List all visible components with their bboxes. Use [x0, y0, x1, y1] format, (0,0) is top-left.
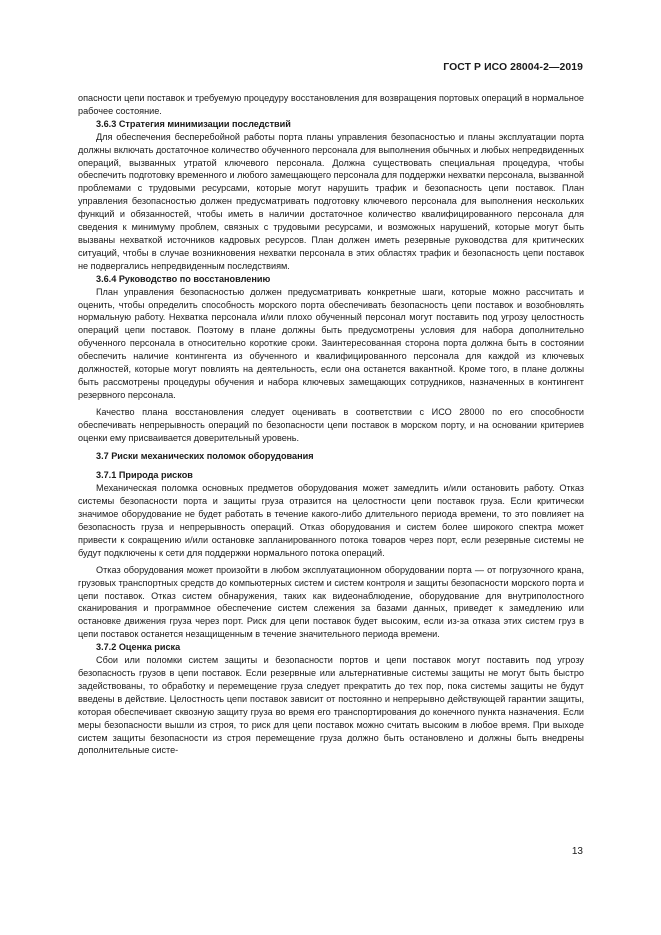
subsection-heading-3-6-3: 3.6.3 Стратегия минимизации последствий — [96, 118, 291, 129]
document-body — [78, 92, 584, 757]
paragraph: опасности цепи поставок и требуемую процедуру восстановления для возвращения портовых операций в нормальное рабочее состояние. — [78, 93, 584, 116]
subsection-heading-3-7-2: 3.7.2 Оценка риска — [96, 642, 181, 653]
page-number: 13 — [571, 846, 583, 857]
paragraph: План управления безопасностью должен предусматривать конкретные шаги, которые можно рассчитать и оценить, чтобы определить способность морского порта обеспечивать безопасность цепи поставок и возобновлять нормальную работу. Нехватка персонала и/или плохо обученный персонал могут поставить под угрозу целостность операций цепи поставок. Поэтому в плане должны быть предусмотрены условия для набора дополнительно обученного персонала в относительно короткие сроки. Заинтересованная сторона порта должна быть в состоянии обеспечить наличие контингента из обученного и квалифицированного персонала для каждой из ключевых должностей, которые могут повлиять на деятельность, если она останется вакантной. Кроме того, в плане должны быть рассмотрены процедуры обучения и набора ключевых замещающих сотрудников, назначенных в контингент резервного персонала. — [78, 286, 584, 400]
subsection-heading-3-6-4: 3.6.4 Руководство по восстановлению — [96, 273, 271, 284]
document-header-id: ГОСТ Р ИСО 28004-2—2019 — [443, 62, 583, 73]
paragraph: Для обеспечения бесперебойной работы порта планы управления безопасностью и планы эксплуатации порта должны включать достаточное количество обученного персонала для выполнения обычных и любых непредвиденных операций, вызванных утратой ключевого персонала. Должна существовать специальная процедура, чтобы обеспечить подготовку временного и любого замещающего персонала для поддержки нехватки персонала, вызванной проблемами с трудовыми ресурсами, которые могут нарушить трафик и безопасность цепи поставок. План управления безопасностью должен предусматривать подготовку ключевого персонала для выполнения нескольких функций и обязанностей, чтобы иметь в наличии достаточное количество квалифицированного персонала для сведения к минимуму проблем, связных с трудовыми ресурсами, и возможных нарушений, которые могут быть вызваны нехваткой источников кадровых ресурсов. План должен иметь резервные руководства для критических ситуаций, чтобы в случае возникновения нехватки персонала в этих областях трафик и безопасность цепи поставок не подвергались непредвиденным последствиям. — [78, 131, 584, 271]
section-heading-3-7: 3.7 Риски механических поломок оборудования — [96, 451, 314, 462]
paragraph: Сбои или поломки систем защиты и безопасности портов и цепи поставок могут поставить под угрозу безопасность грузов в цепи поставок. Если резервные или альтернативные системы защиты не могут быть быстро задействованы, то обработку и перемещение груза следует прекратить до тех пор, пока системы защиты не будут введены в действие. Целостность цепи поставок зависит от постоянно и непрерывно действующей гарантии защиты, которая обеспечивает сквозную защиту груза во время его транспортирования до конечного пункта назначения. Если меры безопасности вышли из строя, то риск для цепи поставок можно считать высоким в любое время. При выходе систем защиты безопасности из строя перемещение груза должно быть остановлено и должны быть внедрены дополнительные систе- — [78, 655, 584, 756]
subsection-heading-3-7-1: 3.7.1 Природа рисков — [96, 470, 193, 481]
paragraph: Качество плана восстановления следует оценивать в соответствии с ИСО 28000 по его способности обеспечивать непрерывность операций по безопасности цепи поставок в морском порту, и на основании критериев оценки ему присваивается доверительный уровень. — [78, 406, 584, 443]
paragraph: Механическая поломка основных предметов оборудования может замедлить и/или остановить работу. Отказ системы безопасности порта и защиты груза отразится на целостности цепи поставок груза. Если критически значимое оборудование не будет работать в течение какого-либо длительного периода времени, то это повлияет на безопасность груза и непрерывность операций. Отказ оборудования и систем более широкого спектра может привести к сокращению и/или остановке запланированного потока товаров через порт, если резервные системы не будут подключены к сети для поддержки нормального потока операций. — [78, 483, 584, 558]
paragraph: Отказ оборудования может произойти в любом эксплуатационном оборудовании порта — от погрузочного крана, грузовых транспортных средств до компьютерных систем и систем контроля и защиты безопасности морского порта и цепи поставок. Отказ систем обнаружения, таких как видеонаблюдение, оборудование для внутриполостного сканирования и программное обеспечение систем слежения за базами данных, приведет к замедлению или остановке движения груза через порт. Риск для цепи поставок будет высоким, если из-за отказа этих систем груз в цепи поставок останется незащищенным в течение значительного периода времени. — [78, 564, 584, 640]
